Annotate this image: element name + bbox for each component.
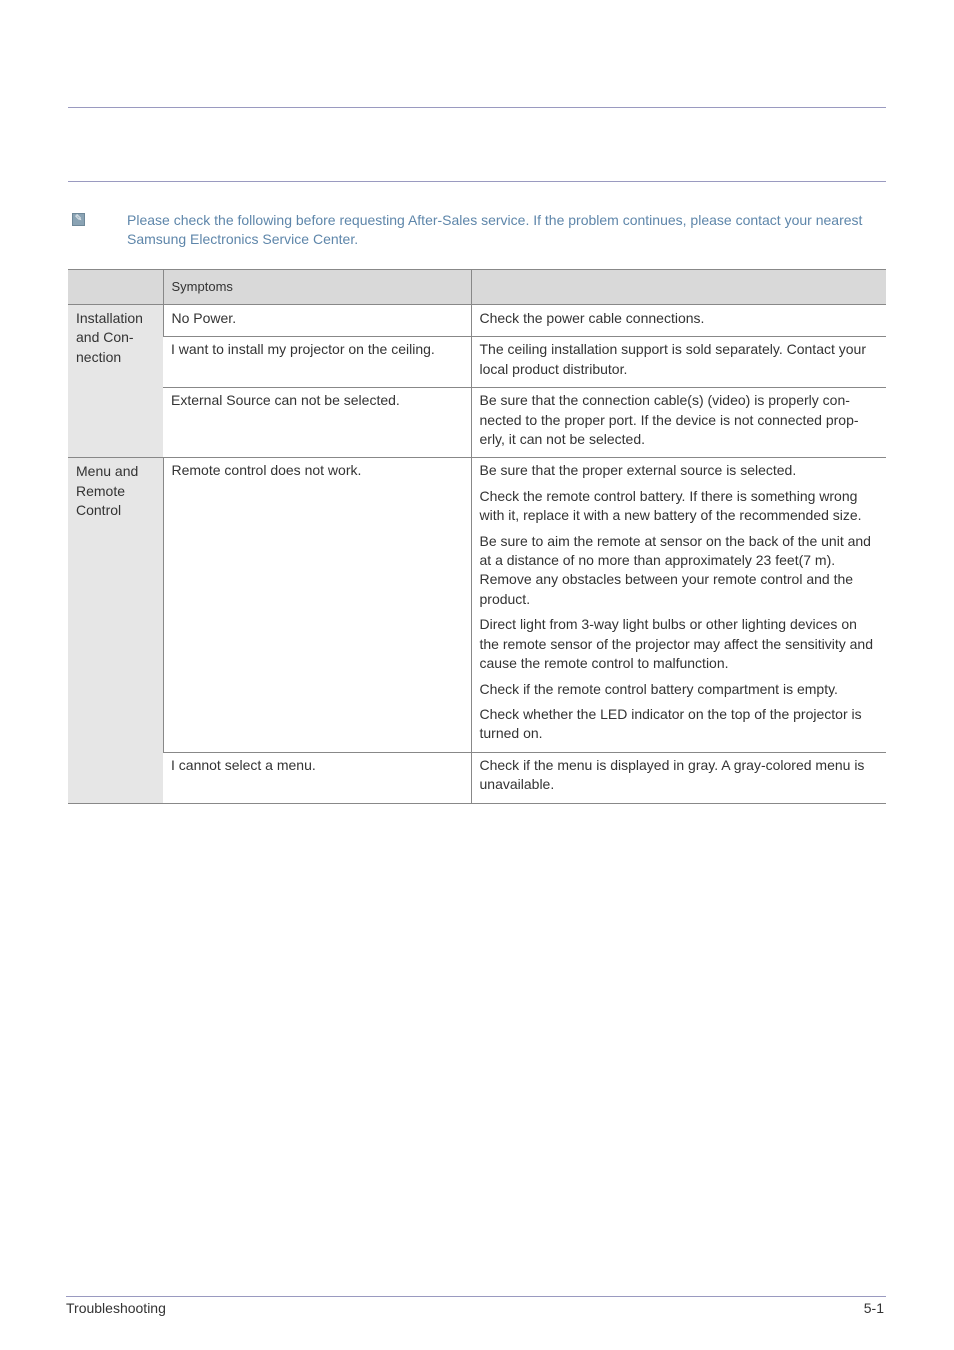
solution-cell — [471, 305, 886, 337]
solution-text: Be sure that the connection cable(s) (video) is properly con-nected to the proper port. If the device is not connected prop-erly, it can not be selected. — [479, 392, 859, 448]
table-row — [68, 458, 886, 752]
symptom-cell: I want to install my projector on the ceiling. — [163, 337, 471, 388]
solution-text: Check the power cable connections. — [479, 310, 705, 326]
header-category — [68, 270, 163, 305]
symptom-cell: Remote control does not work. — [163, 458, 471, 752]
solution-text: Check if the remote control battery compartment is empty. — [479, 680, 838, 697]
footer-page-number: 5-1 — [863, 1300, 884, 1316]
troubleshooting-table — [68, 269, 886, 804]
solution-text: Be sure that the proper external source is selected. — [479, 462, 797, 479]
header-rule-bottom — [68, 181, 886, 182]
category-cell: Menu and Remote Control — [68, 458, 163, 803]
note-text: Please check the following before requesting After-Sales service. If the problem continues, please contact your nearest Samsung Electronics Service Center. — [127, 212, 863, 247]
solution-cell — [471, 752, 886, 803]
symptom-cell: I cannot select a menu. — [163, 752, 471, 803]
table-header-row — [68, 270, 886, 305]
solution-text: Check whether the LED indicator on the top of the projector is turned on. — [479, 705, 862, 742]
solution-text: Check if the menu is displayed in gray. A gray-colored menu is unavailable. — [479, 756, 865, 793]
solution-cell — [471, 458, 886, 752]
symptom-cell: No Power. — [163, 305, 471, 337]
header-symptoms: Symptoms — [163, 270, 471, 305]
category-cell: Installation and Con-nection — [68, 305, 163, 458]
solution-text: Be sure to aim the remote at sensor on the back of the unit and at a distance of no more than approximately 23 feet(7 m). Remove any obstacles between your remote control and the product. — [479, 532, 871, 607]
table-row — [68, 337, 886, 388]
solution-cell — [471, 388, 886, 458]
table-row — [68, 305, 886, 337]
header-solutions — [471, 270, 886, 305]
note-icon: ✎ — [72, 213, 85, 226]
footer-section-title: Troubleshooting — [66, 1300, 166, 1316]
table-row — [68, 752, 886, 803]
symptom-cell: External Source can not be selected. — [163, 388, 471, 458]
solution-cell — [471, 337, 886, 388]
solution-text: Check the remote control battery. If there is something wrong with it, replace it with a new battery of the recommended size. — [479, 487, 862, 524]
solution-text: The ceiling installation support is sold separately. Contact your local product distributor. — [479, 341, 866, 377]
footer-rule — [66, 1296, 886, 1297]
table-row — [68, 388, 886, 458]
solution-text: Direct light from 3-way light bulbs or other lighting devices on the remote sensor of the projector may affect the sensitivity and cause the remote control to malfunction. — [479, 616, 873, 672]
header-rule-top — [68, 107, 886, 108]
